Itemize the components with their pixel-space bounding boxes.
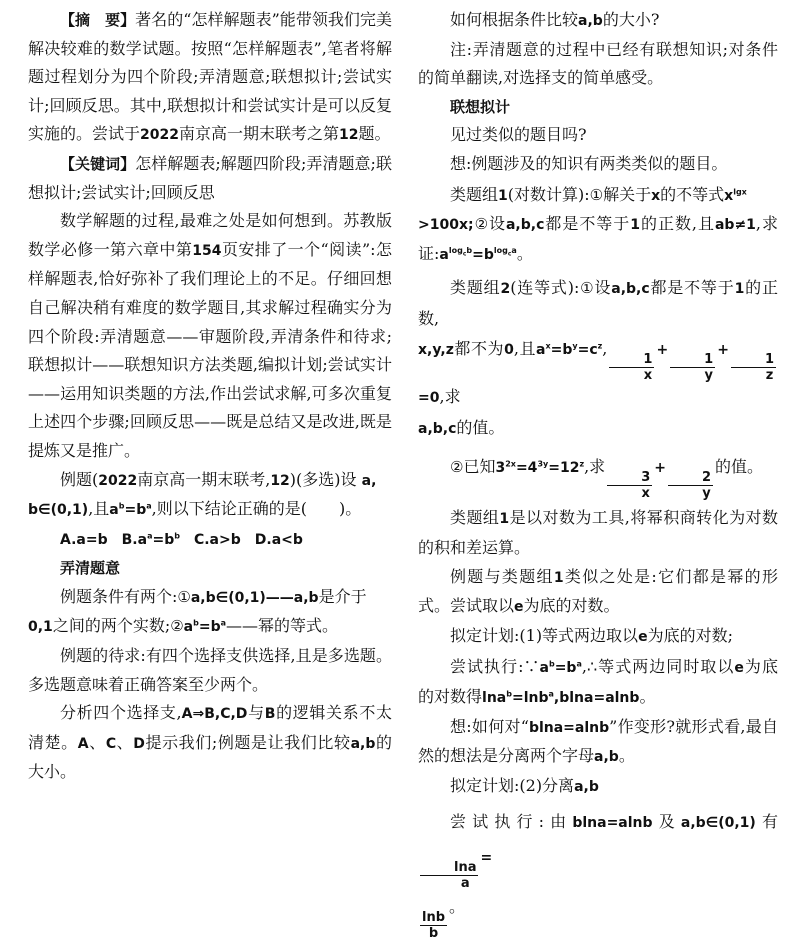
frac-2-y: $\frac{2}{y}$ (668, 471, 713, 500)
think-line: 想:例题涉及的知识有两类类似的题目。 (450, 153, 728, 173)
plan1-line: 拟定计划:(1)等式两边取以e为底的对数; (450, 625, 733, 645)
question-line: 如何根据条件比较a,b的大小? (450, 10, 660, 29)
group2-paragraph: 类题组2(连等式):①设a,b,c都是不等于1的正数, x,y,z都不为0,且$a^x=b^y=c^z$, $\frac{1}{x}$ + $\frac{1}{y}$ + $\frac{1}{z}$ =0,求 a,b,c的值。 (418, 278, 778, 438)
choice-b: $B.a^a=b^b$ (121, 531, 180, 548)
right-column (418, 6, 778, 940)
section-heading-2: 联想拟计 (450, 97, 511, 116)
left-column (28, 6, 392, 787)
group1-paragraph: 类题组1(对数计算):①解关于x的不等式$x^{lgx}$ >100x;②设a,b,c都是不等于1的正数,且ab≠1,求证$:a^{log_cb}=b^{log_ca}$。 (418, 184, 778, 263)
see-line: 见过类似的题目吗? (450, 125, 587, 145)
choice-d: D.a<b (254, 531, 303, 548)
note-paragraph: 注:弄清题意的过程中已经有联想知识;对条件的简单翻读,对选择支的简单感受。 (418, 39, 778, 88)
frac-1-y: $\frac{1}{y}$ (670, 353, 715, 382)
choice-a: A.a=b (60, 531, 108, 548)
conditions-paragraph: 例题条件有两个:①a,b∈(0,1)——a,b是介于 0,1之间的两个实数$;②a^b=b^a——$幂的等式。 (28, 586, 367, 636)
equal-powers: $a^x=b^y=c^z$ (536, 341, 603, 359)
similarity-paragraph: 例题与类题组1类似之处是:它们都是幂的形式。尝试取以e为底的对数。 (418, 566, 778, 616)
plan2-line: 拟定计划:(2)分离a,b (450, 775, 599, 795)
keywords-label: 【关键词】 (60, 154, 136, 173)
group2-item2: ②已知$3^{2x}=4^{3y}=12^z$,求 $\frac{3}{x}$ + $\frac{2}{y}$ 的值。 (450, 457, 764, 502)
power-equation: $3^{2x}=4^{3y}=12^z$ (495, 459, 585, 477)
frac-1-x: $\frac{1}{x}$ (609, 353, 654, 382)
section-heading-1: 弄清题意 (60, 559, 121, 578)
choice-c: C.a>b (193, 531, 241, 548)
frac-3-x: $\frac{3}{x}$ (607, 471, 652, 500)
example-paragraph: 例题(2022南京高一期末联考,12)(多选)设 a, b∈(0,1),且$a^b=b^a$,则以下结论正确的是( )。 (28, 469, 377, 519)
example-equation: $a^b=b^a$ (109, 501, 152, 519)
abstract-label: 【摘 要】 (60, 11, 136, 29)
frac-1-z: $\frac{1}{z}$ (731, 353, 776, 382)
log-identity: $a^{log_cb}=b^{log_ca}$ (439, 246, 517, 263)
try1-equation: $a^b=b^a$ (539, 659, 582, 677)
goal-paragraph: 例题的待求:有四个选择支供选择,且是多选题。多选题意味着正确答案至少两个。 (28, 646, 392, 694)
try1-log: lna$^b$=lnb$^a$ (482, 689, 554, 706)
abstract-paragraph: 【摘 要】著名的“怎样解题表”能带领我们完美解决较难的数学试题。按照“怎样解题表”,笔者将解题过程划分为四个阶段;弄清题意;联想拟计;尝试实计;回顾反思。其中,联想拟计和尝试实计是可以反复实施的。尝试于2022南京高一期末联考之第12题。 (28, 10, 392, 144)
condition-equation: $a^b=b^a$ (183, 618, 227, 636)
try1-paragraph: 尝试执行$:\because a^b=b^a,\therefore$等式两边同时取以e为底的对数得lna$^b$=lnb$^a$,blna=alnb。 (418, 657, 778, 706)
think2-paragraph: 想:如何对“blna=alnb”作变形?就形式看,最自然的想法是分离两个字母a,b。 (418, 716, 778, 766)
frac-lna-a: $\frac{\ln a}{a}$ (420, 861, 478, 890)
frac-lnb-b: $\frac{\ln b}{b}$ (422, 910, 446, 941)
analysis-paragraph: 分析四个选择支,A⇒B,C,D与B的逻辑关系不太清楚。A、C、D提示我们;例题是让我们比较a,b的大小。 (28, 703, 392, 782)
inequality-base: $x^{lgx}$ (724, 186, 747, 204)
try2-continuation: $\frac{\ln b}{b}$ 。 (422, 897, 466, 941)
group1-summary: 类题组1是以对数为工具,将幂积商转化为对数的积和差运算。 (418, 508, 778, 557)
choices-row (28, 525, 392, 555)
intro-paragraph: 数学解题的过程,最难之处是如何想到。苏教版数学必修一第六章中第154页安排了一个“阅读”:怎样解题表,恰好弥补了我们理论上的不足。仔细回想自己解决稍有难度的数学题目,其求解过程确实分为四个阶段:弄清题意——审题阶段,弄清条件和待求;联想拟计——联想知识方法类题,编拟计划;尝试实计——运用知识类题的方法,作出尝试求解,可多次重复上述四个步骤;回顾反思——既是总结又是改进,既是提炼又是推广。 (28, 211, 392, 460)
keywords-paragraph: 【关键词】怎样解题表;解题四阶段;弄清题意;联想拟计;尝试实计;回顾反思 (28, 153, 392, 202)
try2-paragraph: 尝试执行:由blna=alnb及a,b∈(0,1)有 $\frac{\ln a}{a}$ = (418, 805, 778, 890)
